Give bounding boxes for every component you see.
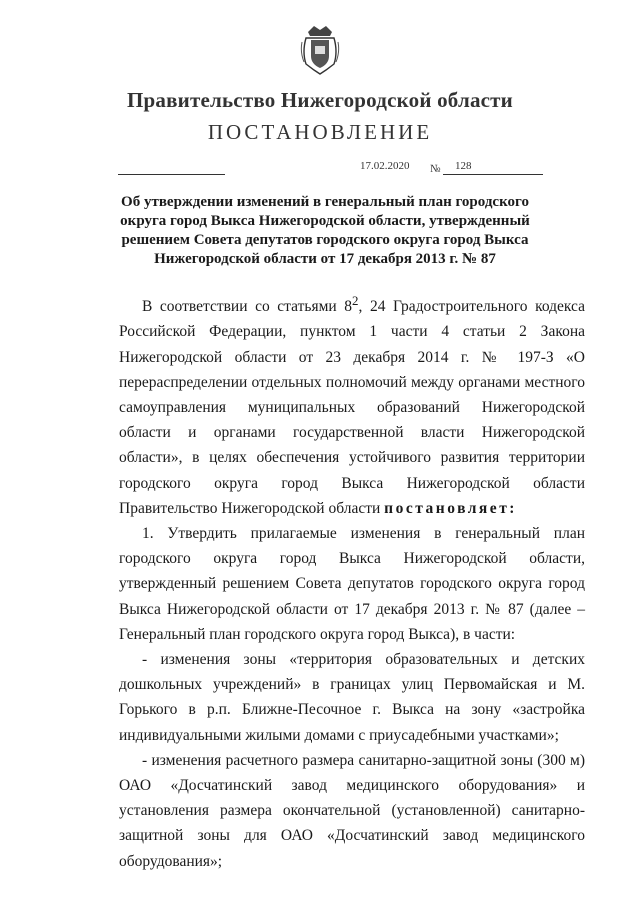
number-line <box>443 174 543 175</box>
intro-paragraph <box>119 288 585 521</box>
list-item: - изменения расчетного размера санитарно-защитной зоны (300 м) ОАО «Досчатинский завод медицинского оборудования» и установления размера окончательной (установленной) санитарно-защитной зоны для ОАО «Досчатинский завод медицинского оборудования»; <box>119 751 585 870</box>
article-superscript: 2 <box>352 293 359 308</box>
document-subject <box>112 193 538 269</box>
document-number: 128 <box>455 160 472 172</box>
document-body <box>119 288 585 874</box>
intro-text-rest: , 24 Градостроительного кодекса Российской Федерации, пунктом 1 части 4 статьи 2 Закона Нижегородской области от 23 декабря 2014 г. № 197-З «О перераспределении отдельных полномочий между органами местного самоуправления муниципальных образований Нижегородской области и органами государственной власти Нижегородской области», в целях обеспечения устойчивого развития территории городского округа город Выкса Нижегородской области Правительство Нижегородской области <box>119 298 586 517</box>
document-type: ПОСТАНОВЛЕНИЕ <box>207 120 433 144</box>
subject-line: Об утверждении изменений в генеральный план городского <box>121 194 529 210</box>
government-title: Правительство Нижегородской области <box>127 88 513 112</box>
subject-line: Нижегородской области от 17 декабря 2013 г. № 87 <box>154 251 496 267</box>
list-item: - изменения зоны «территория образовательных и детских дошкольных учреждений» в границах улиц Первомайская и М. Горького в р.п. Ближне-Песочное г. Выкса на зону «застройка индивидуальными жилыми домами с приусадебными участками»; <box>119 651 585 744</box>
document-date: 17.02.2020 <box>360 160 410 172</box>
coat-of-arms-emblem <box>300 22 340 78</box>
subject-line: решением Совета депутатов городского округа город Выкса <box>121 232 529 248</box>
decree-word: постановляет: <box>384 499 517 517</box>
subject-line: округа город Выкса Нижегородской области, утвержденный <box>120 213 530 229</box>
signature-date-line <box>118 174 225 175</box>
point-1-paragraph: 1. Утвердить прилагаемые изменения в генеральный план городского округа город Выкса Нижегородской области, утвержденный решением Совета депутатов городского округа город Выкса Нижегородской области от 17 декабря 2013 г. № 87 (далее – Генеральный план городского округа город Выкса), в части: <box>119 524 585 643</box>
intro-text-start: В соответствии со статьями 8 <box>142 298 353 316</box>
number-sign: № <box>430 163 441 175</box>
